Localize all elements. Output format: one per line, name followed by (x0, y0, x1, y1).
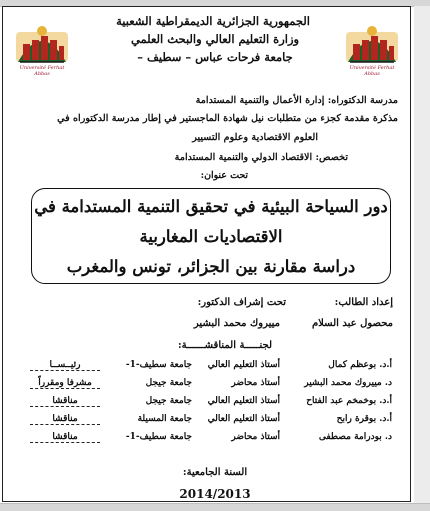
member-rank: أستاذ محاضر (231, 378, 280, 388)
university-logo-right (344, 22, 400, 77)
doctoral-school-label: مدرسة الدكتوراه: (327, 95, 398, 106)
doctoral-school-value: إدارة الأعمال والتنمية المستدامة (195, 95, 325, 106)
academic-year-value: 2014/2013 (179, 487, 251, 501)
supervisor-name: مييروك محمد البشير (193, 318, 280, 329)
committee-row (24, 432, 392, 448)
committee-row (24, 360, 392, 376)
student-label: إعداد الطالب: (334, 297, 393, 308)
member-name: أ.د. بوعظم كمال (328, 360, 392, 370)
member-role: مناقشا (30, 396, 100, 407)
university-emblem-icon (14, 22, 70, 68)
member-role: مشرفا ومقرراً (30, 378, 100, 389)
member-university: جامعة جيجل (145, 396, 192, 406)
member-name: د. بودرامة مصطفى (318, 432, 392, 442)
thesis-title-line-3: دراسة مقارنة بين الجزائر، تونس والمغرب (66, 257, 356, 276)
committee-row (24, 378, 392, 394)
member-university: جامعة جيجل (145, 378, 192, 388)
member-rank: أستاذ التعليم العالي (207, 360, 280, 370)
thesis-title-line-2: الاقتصاديات المغاربية (139, 227, 283, 246)
member-university: جامعة المسيلة (137, 414, 192, 424)
university-logo-left (14, 22, 70, 77)
academic-year-label: السنة الجامعية: (182, 467, 248, 478)
member-role: رئيــســا (30, 360, 100, 371)
specialty-value: الاقتصاد الدولي والتنمية المستدامة (174, 152, 313, 163)
window-margin (414, 6, 430, 503)
doctoral-school (196, 95, 398, 106)
logo-caption: Université Ferhat Abbas (19, 65, 65, 77)
memo-line-1: مذكرة مقدمة كجزء من متطلبات نيل شهادة الماجستير في إطار مدرسة الدكتوراه في (57, 113, 398, 124)
memo-line-2: العلوم الاقتصادية وعلوم التسيير (192, 132, 318, 143)
committee-heading: لجنـــــة المناقشــــــة: (177, 340, 272, 351)
member-name: د. مييروك محمد البشير (304, 378, 392, 388)
member-role: مناقشا (30, 414, 100, 425)
specialty-label: تخصص: (315, 152, 348, 163)
member-university: جامعة سطيف-1- (125, 432, 192, 442)
member-rank: أستاذ محاضر (231, 432, 280, 442)
specialty (175, 152, 348, 163)
republic-line: الجمهورية الجزائرية الديمقراطية الشعبية (116, 14, 310, 28)
supervisor-label: تحت إشراف الدكتور: (197, 297, 286, 308)
member-name: أ.د. بوخمخم عبد الفتاح (306, 396, 392, 406)
ministry-line: وزارة التعليم العالي والبحث العلمي (130, 32, 300, 46)
member-name: أ.د. بوقرة رابح (336, 414, 392, 424)
student-name: محصول عبد السلام (311, 318, 393, 329)
member-university: جامعة سطيف-1- (125, 360, 192, 370)
member-rank: أستاذ التعليم العالي (207, 396, 280, 406)
member-role: مناقشا (30, 432, 100, 443)
committee-row (24, 414, 392, 430)
member-rank: أستاذ التعليم العالي (207, 414, 280, 424)
under-title-label: تحت عنوان: (200, 170, 248, 181)
thesis-title-line-1: دور السياحة البيئية في تحقيق التنمية المستدامة في (34, 197, 388, 216)
university-emblem-icon (344, 22, 400, 68)
thesis-title-box (31, 188, 391, 284)
committee-row (24, 396, 392, 412)
university-line: جامعة فرحات عباس – سطيف – (137, 50, 293, 64)
logo-caption: Université Ferhat Abbas (349, 65, 395, 77)
